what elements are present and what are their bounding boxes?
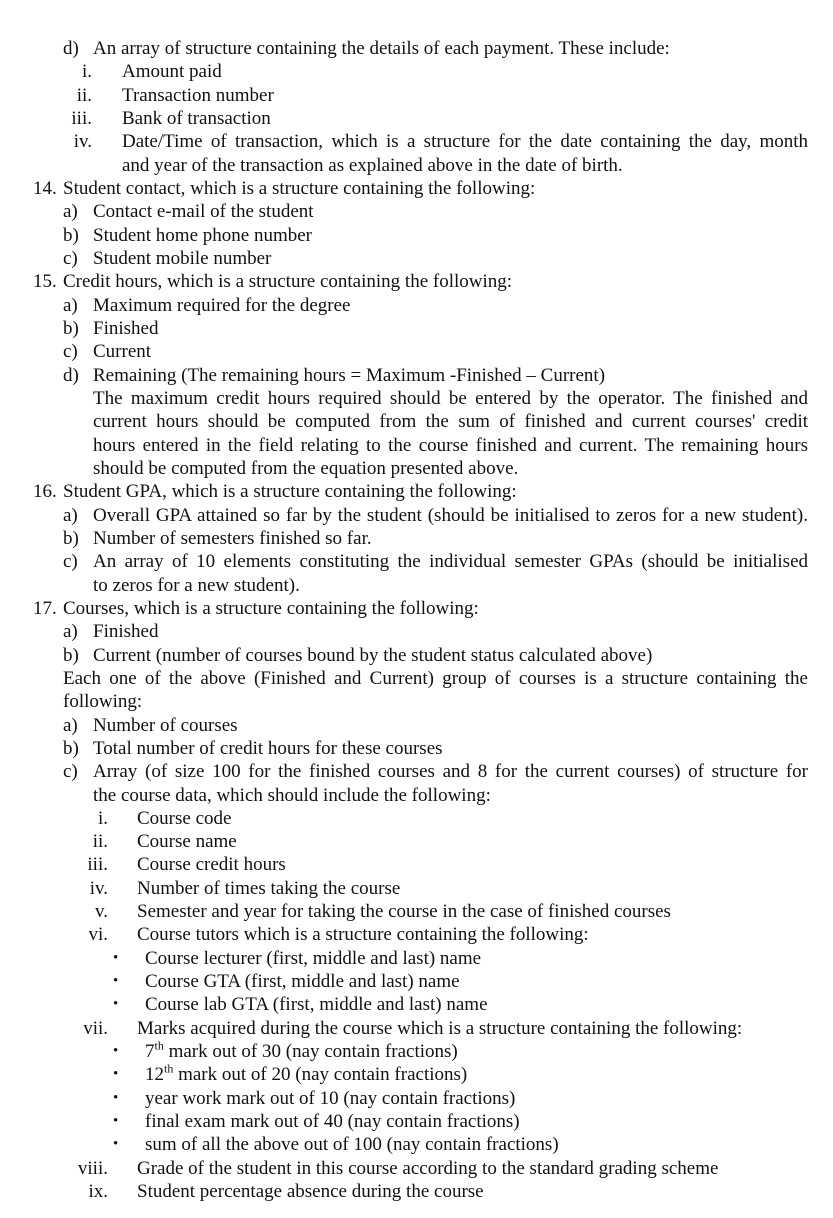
item-label: iii.	[71, 107, 92, 129]
bullet-icon: •	[113, 973, 119, 990]
bullet-icon: •	[113, 1089, 119, 1106]
bullet-icon: •	[113, 1113, 119, 1130]
item-label: viii.	[77, 1157, 108, 1179]
item-text: Courses, which is a structure containing the following:	[63, 597, 479, 619]
list-item	[0, 877, 833, 900]
item-text: Student contact, which is a structure containing the following:	[63, 177, 536, 199]
item-label: c)	[63, 551, 78, 573]
ordinal-suffix: th	[164, 1062, 174, 1077]
list-item	[0, 340, 833, 363]
item-label: a)	[63, 201, 78, 223]
item-text: Remaining (The remaining hours = Maximum -Finished – Current)	[93, 364, 606, 386]
item-text: Course GTA (first, middle and last) name	[145, 971, 460, 993]
item-text	[145, 1063, 808, 1086]
list-item	[0, 130, 833, 153]
item-text: Number of times taking the course	[137, 877, 401, 899]
item-text: following:	[63, 691, 143, 713]
item-label: v.	[94, 901, 108, 923]
item-text: The maximum credit hours required should be entered by the operator. The finished and	[93, 387, 808, 409]
item-text: Semester and year for taking the course in the case of finished courses	[137, 901, 671, 923]
item-label: a)	[63, 504, 78, 526]
item-text: Number of semesters finished so far.	[93, 527, 372, 549]
item-text: sum of all the above out of 100 (nay contain fractions)	[145, 1134, 559, 1156]
list-item	[0, 60, 833, 83]
item-label: iii.	[87, 854, 108, 876]
bullet-item	[0, 1087, 833, 1110]
item-label: ii.	[92, 831, 108, 853]
item-label: d)	[63, 38, 79, 59]
item-rest: mark out of 30 (nay contain fractions)	[163, 1041, 458, 1063]
item-label: c)	[63, 247, 78, 269]
item-label: a)	[63, 621, 78, 643]
list-item	[0, 224, 833, 247]
item-label: i.	[81, 61, 92, 83]
item-label: iv.	[89, 877, 108, 899]
list-item	[0, 737, 833, 760]
bullet-item	[0, 1133, 833, 1156]
list-item	[0, 597, 833, 620]
item-text: year work mark out of 10 (nay contain fractions)	[145, 1087, 516, 1109]
list-item	[0, 317, 833, 340]
item-rest: mark out of 20 (nay contain fractions)	[173, 1064, 468, 1086]
item-text: Array (of size 100 for the finished courses and 8 for the current courses) of structure for	[93, 761, 808, 783]
list-item	[0, 760, 833, 783]
list-item	[0, 1180, 833, 1203]
list-item	[0, 550, 833, 573]
item-text: Finished	[93, 621, 159, 643]
list-item	[0, 107, 833, 130]
bullet-item	[0, 993, 833, 1016]
list-item	[0, 247, 833, 270]
item-text: Course tutors which is a structure containing the following:	[137, 924, 589, 946]
list-item	[0, 177, 833, 200]
list-item	[0, 504, 833, 527]
item-label: b)	[63, 527, 79, 549]
item-text: Total number of credit hours for these courses	[93, 737, 443, 759]
item-label: b)	[63, 317, 79, 339]
item-text: Student mobile number	[93, 247, 272, 269]
list-item	[0, 364, 833, 387]
bullet-icon: •	[113, 996, 119, 1013]
continuation-line	[0, 154, 833, 177]
item-text: Number of courses	[93, 714, 238, 736]
paragraph-line	[0, 690, 833, 713]
list-item	[0, 1157, 833, 1180]
continuation-line	[0, 574, 833, 597]
paragraph-line	[0, 457, 833, 480]
list-item	[0, 37, 833, 60]
item-text: Student percentage absence during the course	[137, 1181, 484, 1203]
bullet-icon: •	[113, 1066, 119, 1083]
item-label: d)	[63, 364, 79, 386]
item-label: b)	[63, 644, 79, 666]
list-item	[0, 294, 833, 317]
item-text: and year of the transaction as explained above in the date of birth.	[122, 154, 623, 176]
item-text: the course data, which should include the following:	[93, 784, 491, 806]
item-text: Course lab GTA (first, middle and last) name	[145, 994, 488, 1016]
list-item	[0, 527, 833, 550]
item-label: c)	[63, 761, 78, 783]
item-text: Course credit hours	[137, 854, 286, 876]
list-item	[0, 853, 833, 876]
item-text: Course name	[137, 831, 237, 853]
item-text: should be computed from the equation presented above.	[93, 457, 519, 479]
item-label: iv.	[73, 131, 92, 153]
item-text	[145, 1040, 808, 1063]
item-label: i.	[97, 807, 108, 829]
list-item	[0, 200, 833, 223]
item-text: Grade of the student in this course according to the standard grading scheme	[137, 1157, 719, 1179]
item-text: Current (number of courses bound by the student status calculated above)	[93, 644, 653, 666]
list-item	[0, 480, 833, 503]
paragraph-line	[0, 410, 833, 433]
item-text: An array of structure containing the details of each payment. These include:	[93, 38, 670, 59]
item-label: a)	[63, 714, 78, 736]
list-item	[0, 84, 833, 107]
item-text: to zeros for a new student).	[93, 574, 300, 596]
item-label: 14.	[33, 177, 57, 199]
bullet-item	[0, 1063, 833, 1086]
item-text: Overall GPA attained so far by the student (should be initialised to zeros for a new student).	[93, 504, 808, 526]
item-text: Each one of the above (Finished and Current) group of courses is a structure containing the	[63, 667, 808, 689]
bullet-icon: •	[113, 949, 119, 966]
item-text: Course code	[137, 807, 232, 829]
item-label: ix.	[88, 1181, 108, 1203]
ordinal-suffix: th	[154, 1038, 164, 1053]
item-text: Transaction number	[122, 84, 274, 106]
item-text: Maximum required for the degree	[93, 294, 351, 316]
item-label: ii.	[76, 84, 92, 106]
paragraph-line	[0, 434, 833, 457]
list-item	[0, 714, 833, 737]
ordinal-number: 12	[145, 1064, 164, 1086]
item-text: Student GPA, which is a structure containing the following:	[63, 481, 517, 503]
item-text: Marks acquired during the course which is a structure containing the following:	[137, 1017, 743, 1039]
item-text: Current	[93, 341, 152, 363]
item-text: current hours should be computed from the sum of finished and current courses' credit	[93, 411, 808, 433]
item-label: vii.	[83, 1017, 108, 1039]
item-text: Amount paid	[122, 61, 222, 83]
list-item	[0, 270, 833, 293]
list-item	[0, 807, 833, 830]
ordinal-number: 7	[145, 1041, 155, 1063]
item-label: c)	[63, 341, 78, 363]
item-label: 17.	[33, 597, 57, 619]
item-text: Student home phone number	[93, 224, 312, 246]
item-label: b)	[63, 737, 79, 759]
item-text: An array of 10 elements constituting the individual semester GPAs (should be initialised	[93, 551, 808, 573]
bullet-item	[0, 1110, 833, 1133]
item-text: Date/Time of transaction, which is a structure for the date containing the day, month	[122, 131, 808, 153]
bullet-icon: •	[113, 1136, 119, 1153]
item-text: final exam mark out of 40 (nay contain fractions)	[145, 1111, 520, 1133]
item-text: hours entered in the field relating to the course finished and current. The remaining hours	[93, 434, 808, 456]
list-item	[0, 1017, 833, 1040]
item-text: Finished	[93, 317, 159, 339]
paragraph-line	[0, 667, 833, 690]
item-text: Credit hours, which is a structure containing the following:	[63, 271, 513, 293]
list-item	[0, 644, 833, 667]
bullet-item	[0, 970, 833, 993]
item-label: 15.	[33, 271, 57, 293]
continuation-line	[0, 784, 833, 807]
list-item	[0, 830, 833, 853]
item-label: 16.	[33, 481, 57, 503]
bullet-item	[0, 947, 833, 970]
list-item	[0, 923, 833, 946]
list-item	[0, 900, 833, 923]
item-label: a)	[63, 294, 78, 316]
list-item	[0, 620, 833, 643]
bullet-icon: •	[113, 1043, 119, 1060]
item-text: Course lecturer (first, middle and last) name	[145, 947, 482, 969]
paragraph-line	[0, 387, 833, 410]
item-text: Bank of transaction	[122, 107, 271, 129]
bullet-item	[0, 1040, 833, 1063]
item-text: Contact e-mail of the student	[93, 201, 314, 223]
item-label: b)	[63, 224, 79, 246]
item-label: vi.	[88, 924, 108, 946]
